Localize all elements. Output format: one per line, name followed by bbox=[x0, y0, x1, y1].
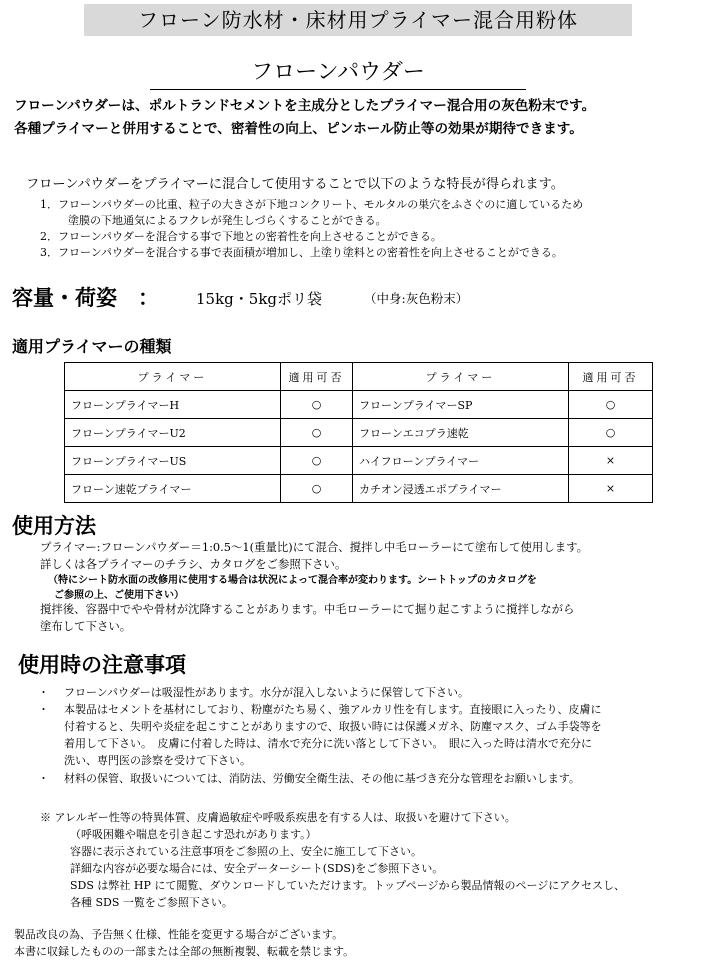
applicability-mark: ○ bbox=[569, 391, 653, 419]
primer-name: カチオン浸透エポプライマー bbox=[353, 475, 569, 503]
col-header-applicability: 適用可否 bbox=[569, 363, 653, 391]
capacity-label: 容量・荷姿 ： bbox=[12, 286, 159, 310]
bullet-icon: ・ bbox=[38, 686, 49, 699]
footer-line-1: 製品改良の為、予告無く仕様、性能を変更する場合がございます。 bbox=[14, 928, 344, 941]
feature-item-3: 3．フローンパウダーを混合する事で表面積が増加し、上塗り塗料との密着性を向上させることができる。 bbox=[40, 246, 563, 259]
usage-note-line-2: ご参照の上、ご使用下さい） bbox=[54, 590, 184, 601]
capacity-value: 15kg・5kgポリ袋 bbox=[196, 290, 323, 308]
primer-name: フローン速乾プライマー bbox=[65, 475, 281, 503]
cautions-heading: 使用時の注意事項 bbox=[18, 653, 186, 677]
applicability-mark: ○ bbox=[569, 419, 653, 447]
usage-line-4: 塗布して下さい。 bbox=[40, 619, 132, 633]
footer-line-2: 本書に収録したものの一部または全部の無断複製、転載を禁じます。 bbox=[14, 945, 355, 958]
usage-heading: 使用方法 bbox=[12, 514, 96, 538]
bullet-icon: ・ bbox=[38, 703, 49, 716]
primer-name: フローンプライマーH bbox=[65, 391, 281, 419]
usage-line-1: プライマー:フローンパウダー＝1:0.5～1(重量比)にて混合、撹拌し中毛ローラーにて塗布して使用します。 bbox=[40, 540, 588, 554]
product-name: フローンパウダー bbox=[150, 58, 526, 90]
applicability-mark: × bbox=[569, 447, 653, 475]
caution-item-2-cont: 着用して下さい。 皮膚に付着した時は、清水で充分に洗い落として下さい。 眼に入った時は清水で充分に bbox=[64, 737, 592, 750]
feature-item-1-cont: 塗膜の下地通気によるフクレが発生しづらくすることができる。 bbox=[68, 214, 387, 227]
col-header-primer: プライマー bbox=[353, 363, 569, 391]
table-row bbox=[65, 447, 653, 475]
feature-item-2: 2．フローンパウダーを混合する事で下地との密着性を向上させることができる。 bbox=[40, 230, 442, 243]
note-line-1: ※ アレルギー性等の特異体質、皮膚過敏症や呼吸系疾患を有する人は、取扱いを避けて下さい。 bbox=[40, 811, 516, 824]
capacity-note: （中身:灰色粉末） bbox=[364, 291, 469, 306]
caution-item-2-cont: 洗い、専門医の診察を受けて下さい。 bbox=[64, 754, 251, 767]
usage-line-3: 撹拌後、容器中でやや骨材が沈降することがあります。中毛ローラーにて掘り起こすように撹拌しながら bbox=[40, 602, 575, 616]
table-row bbox=[65, 391, 653, 419]
bullet-icon: ・ bbox=[38, 772, 49, 785]
primer-name: フローンプライマーUS bbox=[65, 447, 281, 475]
note-line-5: SDS は弊社 HP にて閲覧、ダウンロードしていただけます。トップページから製品情報のページにアクセスし、 bbox=[70, 879, 625, 892]
applicability-mark: ○ bbox=[281, 419, 353, 447]
applicability-mark: ○ bbox=[281, 391, 353, 419]
note-line-3: 容器に表示されている注意事項をご参照の上、安全に施工して下さい。 bbox=[70, 845, 422, 858]
note-line-2: （呼吸困難や喘息を引き起こす恐れがあります。） bbox=[70, 828, 317, 841]
document-title: フローン防水材・床材用プライマー混合用粉体 bbox=[84, 4, 632, 36]
primer-table-heading: 適用プライマーの種類 bbox=[12, 337, 172, 356]
intro-line-2: 各種プライマーと併用することで、密着性の向上、ピンホール防止等の効果が期待できます。 bbox=[14, 121, 583, 137]
table-row bbox=[65, 419, 653, 447]
usage-line-2: 詳しくは各プライマーのチラシ、カタログをご参照下さい。 bbox=[40, 557, 347, 571]
caution-item-2: 本製品はセメントを基材にしており、粉塵がたち易く、強アルカリ性を有します。直接眼に入ったり、皮膚に bbox=[64, 703, 602, 716]
usage-note-line-1: （特にシート防水面の改修用に使用する場合は状況によって混合率が変わります。シートトップのカタログを bbox=[48, 575, 537, 586]
table-header-row bbox=[65, 363, 653, 391]
note-line-6: 各種 SDS 一覧をご参照下さい。 bbox=[70, 896, 233, 909]
primer-name: ハイフローンプライマー bbox=[353, 447, 569, 475]
features-lead: フローンパウダーをプライマーに混合して使用することで以下のような特長が得られます。 bbox=[26, 177, 564, 192]
col-header-primer: プライマー bbox=[65, 363, 281, 391]
primer-table bbox=[64, 362, 653, 503]
primer-name: フローンプライマーSP bbox=[353, 391, 569, 419]
intro-line-1: フローンパウダーは、ポルトランドセメントを主成分としたプライマー混合用の灰色粉末です。 bbox=[14, 98, 596, 114]
applicability-mark: × bbox=[569, 475, 653, 503]
col-header-applicability: 適用可否 bbox=[281, 363, 353, 391]
feature-item-1: 1．フローンパウダーの比重、粒子の大きさが下地コンクリート、モルタルの巣穴をふさぐのに適しているため bbox=[40, 198, 584, 211]
applicability-mark: ○ bbox=[281, 475, 353, 503]
primer-name: フローンプライマーU2 bbox=[65, 419, 281, 447]
applicability-mark: ○ bbox=[281, 447, 353, 475]
primer-name: フローンエコプラ速乾 bbox=[353, 419, 569, 447]
table-row bbox=[65, 475, 653, 503]
note-line-4: 詳細な内容が必要な場合には、安全データーシート(SDS)をご参照下さい。 bbox=[70, 862, 444, 875]
caution-item-1: フローンパウダーは吸湿性があります。水分が混入しないように保管して下さい。 bbox=[64, 686, 470, 699]
caution-item-2-cont: 付着すると、失明や炎症を起こすことがありますので、取扱い時には保護メガネ、防塵マスク、ゴム手袋等を bbox=[64, 720, 602, 733]
caution-item-3: 材料の保管、取扱いについては、消防法、労働安全衛生法、その他に基づき充分な管理をお願いします。 bbox=[64, 772, 580, 785]
